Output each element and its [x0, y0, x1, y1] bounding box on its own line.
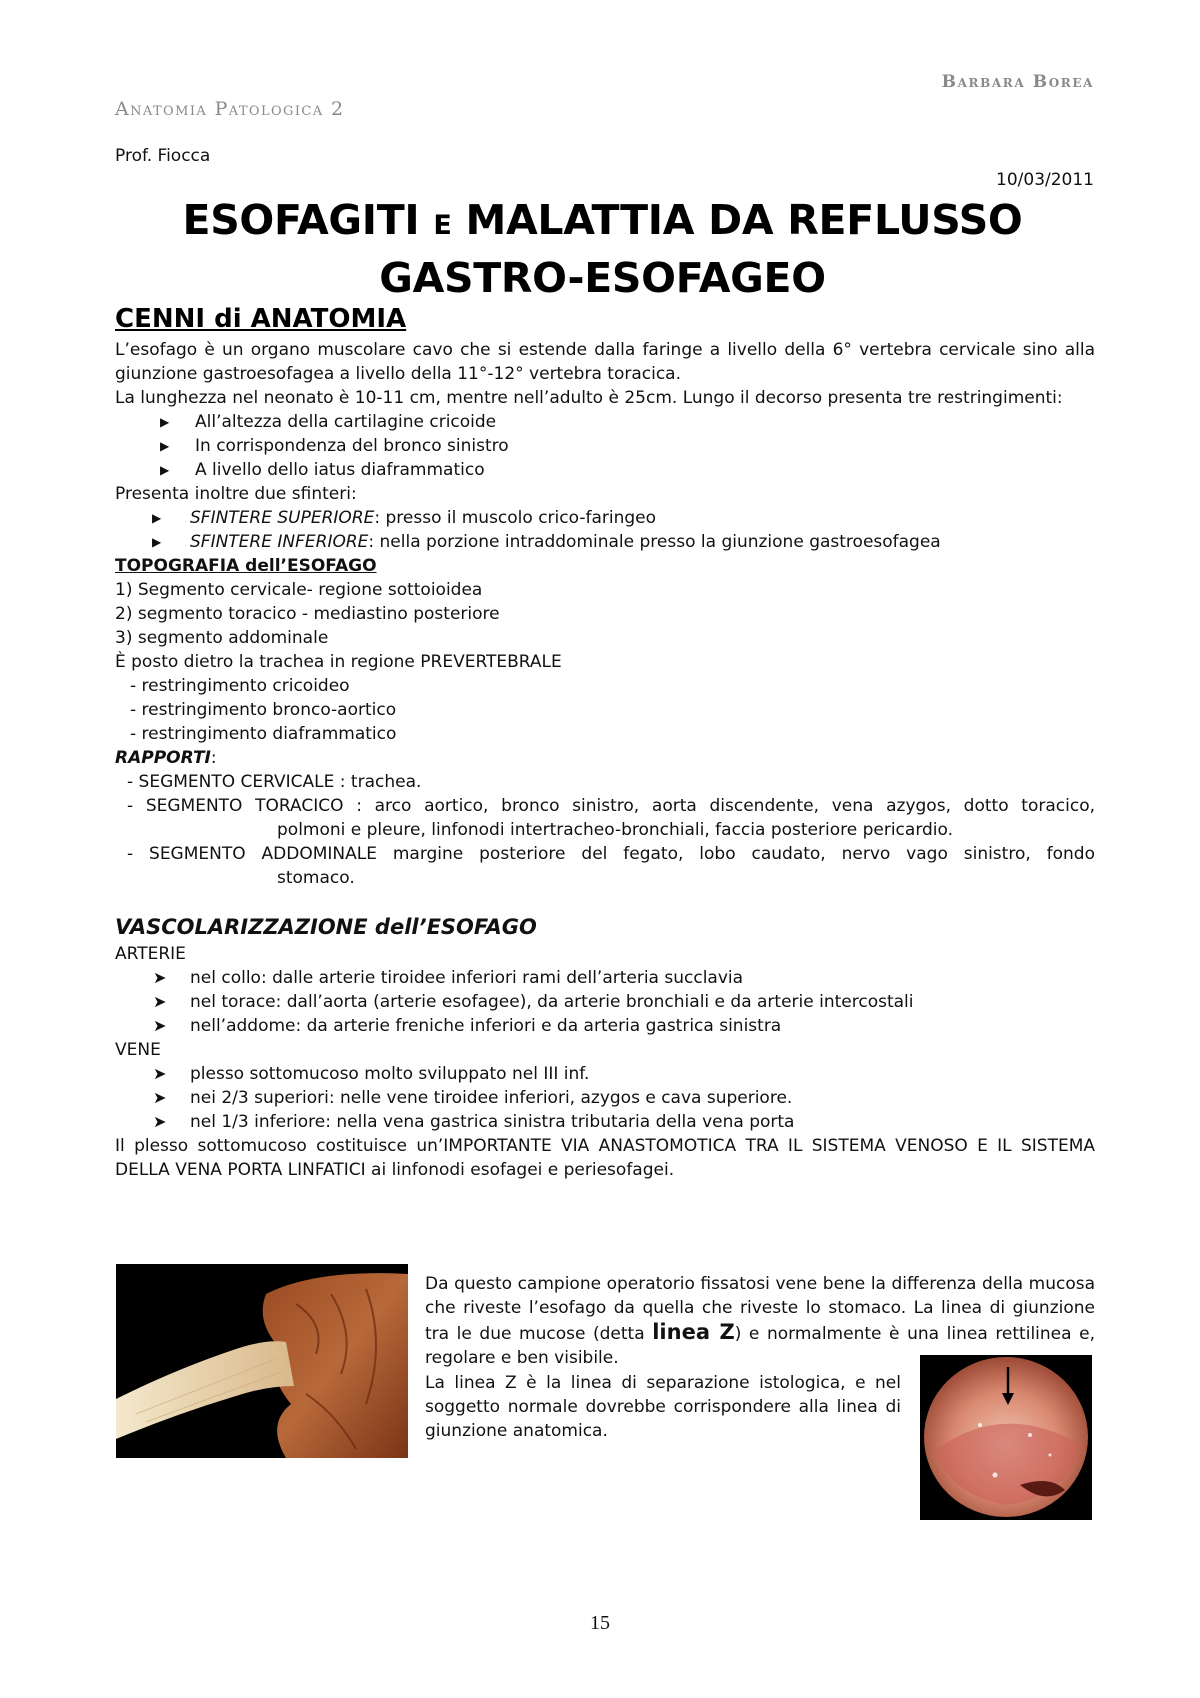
title-line-2: GASTRO-ESOFAGEO	[379, 254, 826, 302]
title-line-1: ESOFAGITI E MALATTIA DA REFLUSSO	[182, 196, 1023, 244]
arteries-label: ARTERIE	[115, 944, 186, 964]
list-item: ▶ All’altezza della cartilagine cricoide	[115, 410, 1095, 434]
list-item: ➤ nel collo: dalle arterie tiroidee inferiori rami dell’arteria succlavia	[115, 966, 1095, 990]
veins-label: VENE	[115, 1040, 161, 1060]
endoscopy-photo	[920, 1355, 1092, 1520]
narrowings-list	[115, 410, 1095, 482]
relations-heading: RAPPORTI:	[115, 748, 217, 768]
list-item: - SEGMENTO CERVICALE : trachea.	[127, 772, 422, 792]
relations-list	[115, 770, 1095, 890]
list-item: ➤ nei 2/3 superiori: nelle vene tiroidee inferiori, azygos e cava superiore.	[115, 1086, 1095, 1110]
anatomy-paragraph-2: La lunghezza nel neonato è 10-11 cm, mentre nell’adulto è 25cm. Lungo il decorso presenta tre restringimenti:	[115, 388, 1063, 408]
lecture-date: 10/03/2011	[996, 170, 1094, 190]
vascular-summary: Il plesso sottomucoso costituisce un’IMPORTANTE VIA ANASTOMOTICA TRA IL SISTEMA VENOSO E IL SISTEMA DELLA VENA PORTA LINFATICI ai linfonodi esofagei e periesofagei.	[115, 1136, 1095, 1180]
arteries-list	[115, 966, 1095, 1038]
page-title	[110, 194, 1095, 305]
sphincters-intro: Presenta inoltre due sfinteri:	[115, 484, 357, 504]
list-item-continuation: stomaco.	[277, 868, 355, 888]
list-item: 2) segmento toracico - mediastino posteriore	[115, 604, 500, 624]
list-item: ▶ SFINTERE SUPERIORE: presso il muscolo crico-faringeo	[115, 506, 1095, 530]
anatomy-paragraph-1: L’esofago è un organo muscolare cavo che si estende dalla faringe a livello della 6° vertebra cervicale sino alla giunzione gastroesofagea a livello della 11°-12° vertebra toracica.	[115, 340, 1095, 384]
topography-heading: TOPOGRAFIA dell’ESOFAGO	[115, 556, 377, 576]
list-item: - restringimento diaframmatico	[130, 724, 397, 744]
professor-name: Prof. Fiocca	[115, 146, 211, 166]
list-item: - SEGMENTO ADDOMINALE margine posteriore del fegato, lobo caudato, nervo vago sinistro, fondo	[127, 844, 1095, 864]
specimen-text-2: La linea Z è la linea di separazione istologica, e nel soggetto normale dovrebbe corrispondere alla linea di giunzione anatomica.	[425, 1373, 901, 1441]
linea-z-term: linea Z	[652, 1320, 735, 1344]
list-item: - restringimento bronco-aortico	[130, 700, 397, 720]
specimen-text: Da questo campione operatorio fissatosi vene bene la differenza della mucosa che riveste l’esofago da quella che riveste lo stomaco. La linea di giunzione tra le due mucose (detta linea Z) e normalmente è una linea rettilinea e, regolare e ben visibile.	[425, 1274, 1095, 1368]
anatomy-heading: CENNI di ANATOMIA	[115, 304, 407, 334]
list-item: - SEGMENTO TORACICO : arco aortico, bronco sinistro, aorta discendente, vena azygos, dotto toracico,	[127, 796, 1095, 816]
sphincters-list	[115, 506, 1095, 554]
list-item: ➤ nel 1/3 inferiore: nella vena gastrica sinistra tributaria della vena porta	[115, 1110, 1095, 1134]
list-item: ➤ plesso sottomucoso molto sviluppato nel III inf.	[115, 1062, 1095, 1086]
page-number: 15	[590, 1612, 610, 1634]
specimen-photo	[116, 1264, 408, 1458]
position-text: È posto dietro la trachea in regione PREVERTEBRALE	[115, 652, 562, 672]
list-item-continuation: polmoni e pleure, linfonodi intertracheo-bronchiali, faccia posteriore pericardio.	[277, 820, 954, 840]
author-name: Barbara Borea	[941, 72, 1094, 92]
list-item: 3) segmento addominale	[115, 628, 329, 648]
list-item: ➤ nel torace: dall’aorta (arterie esofagee), da arterie bronchiali e da arterie intercostali	[115, 990, 1095, 1014]
list-item: 1) Segmento cervicale- regione sottoioidea	[115, 580, 483, 600]
course-title: Anatomia Patologica 2	[115, 98, 345, 120]
main-content	[115, 300, 1095, 1182]
vascular-heading: VASCOLARIZZAZIONE dell’ESOFAGO	[115, 915, 537, 939]
list-item: ▶ In corrispondenza del bronco sinistro	[115, 434, 1095, 458]
list-item: ▶ A livello dello iatus diaframmatico	[115, 458, 1095, 482]
list-item: ▶ SFINTERE INFERIORE: nella porzione intraddominale presso la giunzione gastroesofagea	[115, 530, 1095, 554]
list-item: ➤ nell’addome: da arterie freniche inferiori e da arteria gastrica sinistra	[115, 1014, 1095, 1038]
veins-list	[115, 1062, 1095, 1134]
list-item: - restringimento cricoideo	[130, 676, 350, 696]
